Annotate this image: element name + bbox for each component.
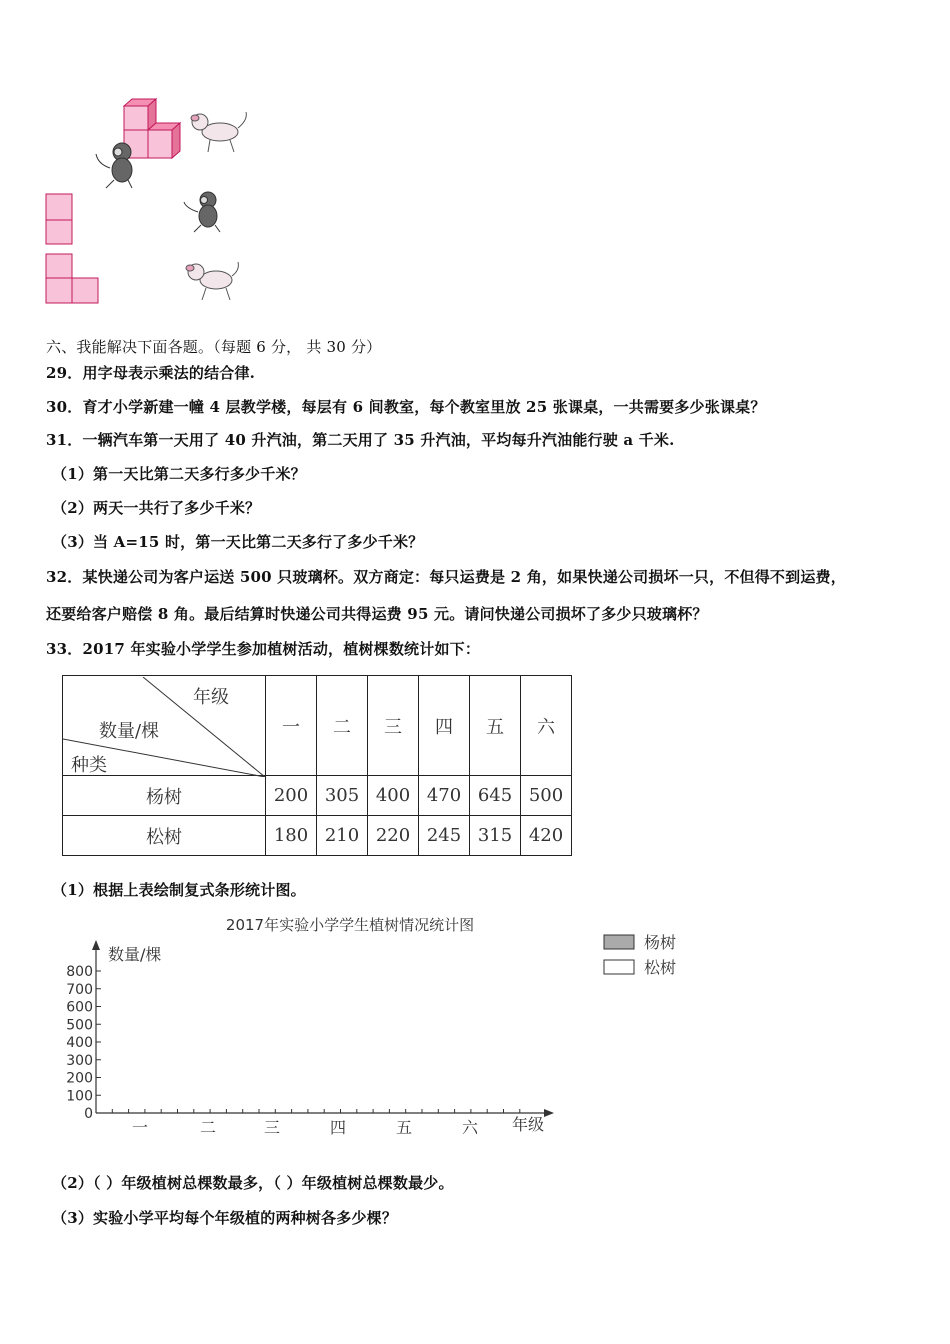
x-category-label: 四 [329, 1118, 347, 1137]
cube-stack-icon [124, 99, 180, 158]
table-cell: 210 [317, 816, 368, 856]
question-33-part-3: （3）实验小学平均每个年级植的两种树各多少棵？ [52, 1209, 398, 1227]
header-type: 种类 [71, 754, 107, 776]
top-view-shape [46, 254, 98, 303]
row-label: 杨树 [63, 776, 266, 816]
grade-header-3: 三 [368, 676, 419, 776]
question-33: 33．2017 年实验小学学生参加植树活动，植树棵数统计如下： [46, 640, 481, 658]
monkey-icon [96, 143, 132, 188]
table-cell: 645 [470, 776, 521, 816]
y-tick-label: 400 [66, 1035, 93, 1051]
x-axis-label: 年级 [512, 1115, 545, 1134]
chart-title: 2017年实验小学学生植树情况统计图 [225, 916, 475, 934]
x-category-label: 二 [199, 1118, 217, 1137]
dog-icon [191, 112, 246, 152]
table-row [63, 776, 572, 816]
y-tick-label: 600 [66, 999, 93, 1016]
question-31-part-3: （3）当 A=15 时，第一天比第二天多行了多少千米？ [52, 533, 424, 551]
question-31: 31．一辆汽车第一天用了 40 升汽油，第二天用了 35 升汽油，平均每升汽油能行驶 a 千米. [46, 431, 675, 449]
table-row [63, 816, 572, 856]
grade-header-1: 一 [266, 676, 317, 776]
question-29: 29．用字母表示乘法的结合律. [46, 364, 256, 382]
table-cell: 220 [368, 816, 419, 856]
table-cell: 245 [419, 816, 470, 856]
x-category-label: 一 [131, 1118, 149, 1137]
table-cell: 470 [419, 776, 470, 816]
table-cell: 200 [266, 776, 317, 816]
table-cell: 400 [368, 776, 419, 816]
y-tick-label: 100 [66, 1088, 93, 1105]
grade-header-5: 五 [470, 676, 521, 776]
x-category-label: 五 [395, 1118, 413, 1137]
grade-header-4: 四 [419, 676, 470, 776]
row-label: 松树 [63, 816, 266, 856]
table-cell: 420 [521, 816, 572, 856]
question-32-line-2: 还要给客户赔偿 8 角。最后结算时快递公司共得运费 95 元。请问快递公司损坏了多少只玻璃杯？ [46, 605, 708, 623]
grade-header-6: 六 [521, 676, 572, 776]
table-cell: 305 [317, 776, 368, 816]
x-category-label: 三 [263, 1118, 281, 1137]
table-cell: 500 [521, 776, 572, 816]
x-axis-arrow [544, 1109, 554, 1117]
header-quantity: 数量/棵 [99, 720, 160, 742]
table-cell: 180 [266, 816, 317, 856]
views-illustration [40, 92, 270, 312]
y-axis-arrow [92, 940, 100, 950]
tree-planting-table [62, 675, 572, 856]
bar-chart [60, 905, 700, 1150]
y-tick-label: 500 [66, 1017, 93, 1034]
legend-label-pine: 松树 [644, 958, 677, 977]
monkey-icon-2 [184, 192, 220, 232]
section-heading: 六、我能解决下面各题。（每题 6 分， 共 30 分） [46, 338, 382, 356]
question-31-part-1: （1）第一天比第二天多行多少千米？ [52, 465, 306, 483]
legend-label-poplar: 杨树 [644, 933, 677, 952]
question-31-part-2: （2）两天一共行了多少千米？ [52, 499, 261, 517]
question-33-part-1: （1）根据上表绘制复式条形统计图。 [52, 881, 306, 899]
x-category-label: 六 [461, 1118, 479, 1137]
y-tick-label: 200 [66, 1070, 93, 1087]
y-tick-label: 300 [66, 1052, 93, 1069]
question-30: 30．育才小学新建一幢 4 层教学楼，每层有 6 间教室，每个教室里放 25 张课桌，一共需要多少张课桌？ [46, 398, 766, 416]
front-view-shape [46, 194, 72, 244]
legend-swatch-pine [604, 960, 634, 974]
table-corner-header [63, 676, 266, 776]
header-grade: 年级 [193, 686, 229, 708]
y-tick-label: 700 [66, 981, 93, 998]
grade-header-2: 二 [317, 676, 368, 776]
dog-icon-2 [186, 262, 238, 300]
question-32-line-1: 32．某快递公司为客户运送 500 只玻璃杯。双方商定：每只运费是 2 角，如果快递公司损坏一只，不但得不到运费， [46, 568, 846, 586]
question-33-part-2: （2）（ ）年级植树总棵数最多，（ ）年级植树总棵数最少。 [52, 1174, 454, 1192]
y-tick-label: 800 [66, 964, 93, 980]
y-axis-label: 数量/棵 [108, 945, 162, 964]
legend-swatch-poplar [604, 935, 634, 949]
y-tick-label: 0 [84, 1106, 93, 1122]
table-cell: 315 [470, 816, 521, 856]
